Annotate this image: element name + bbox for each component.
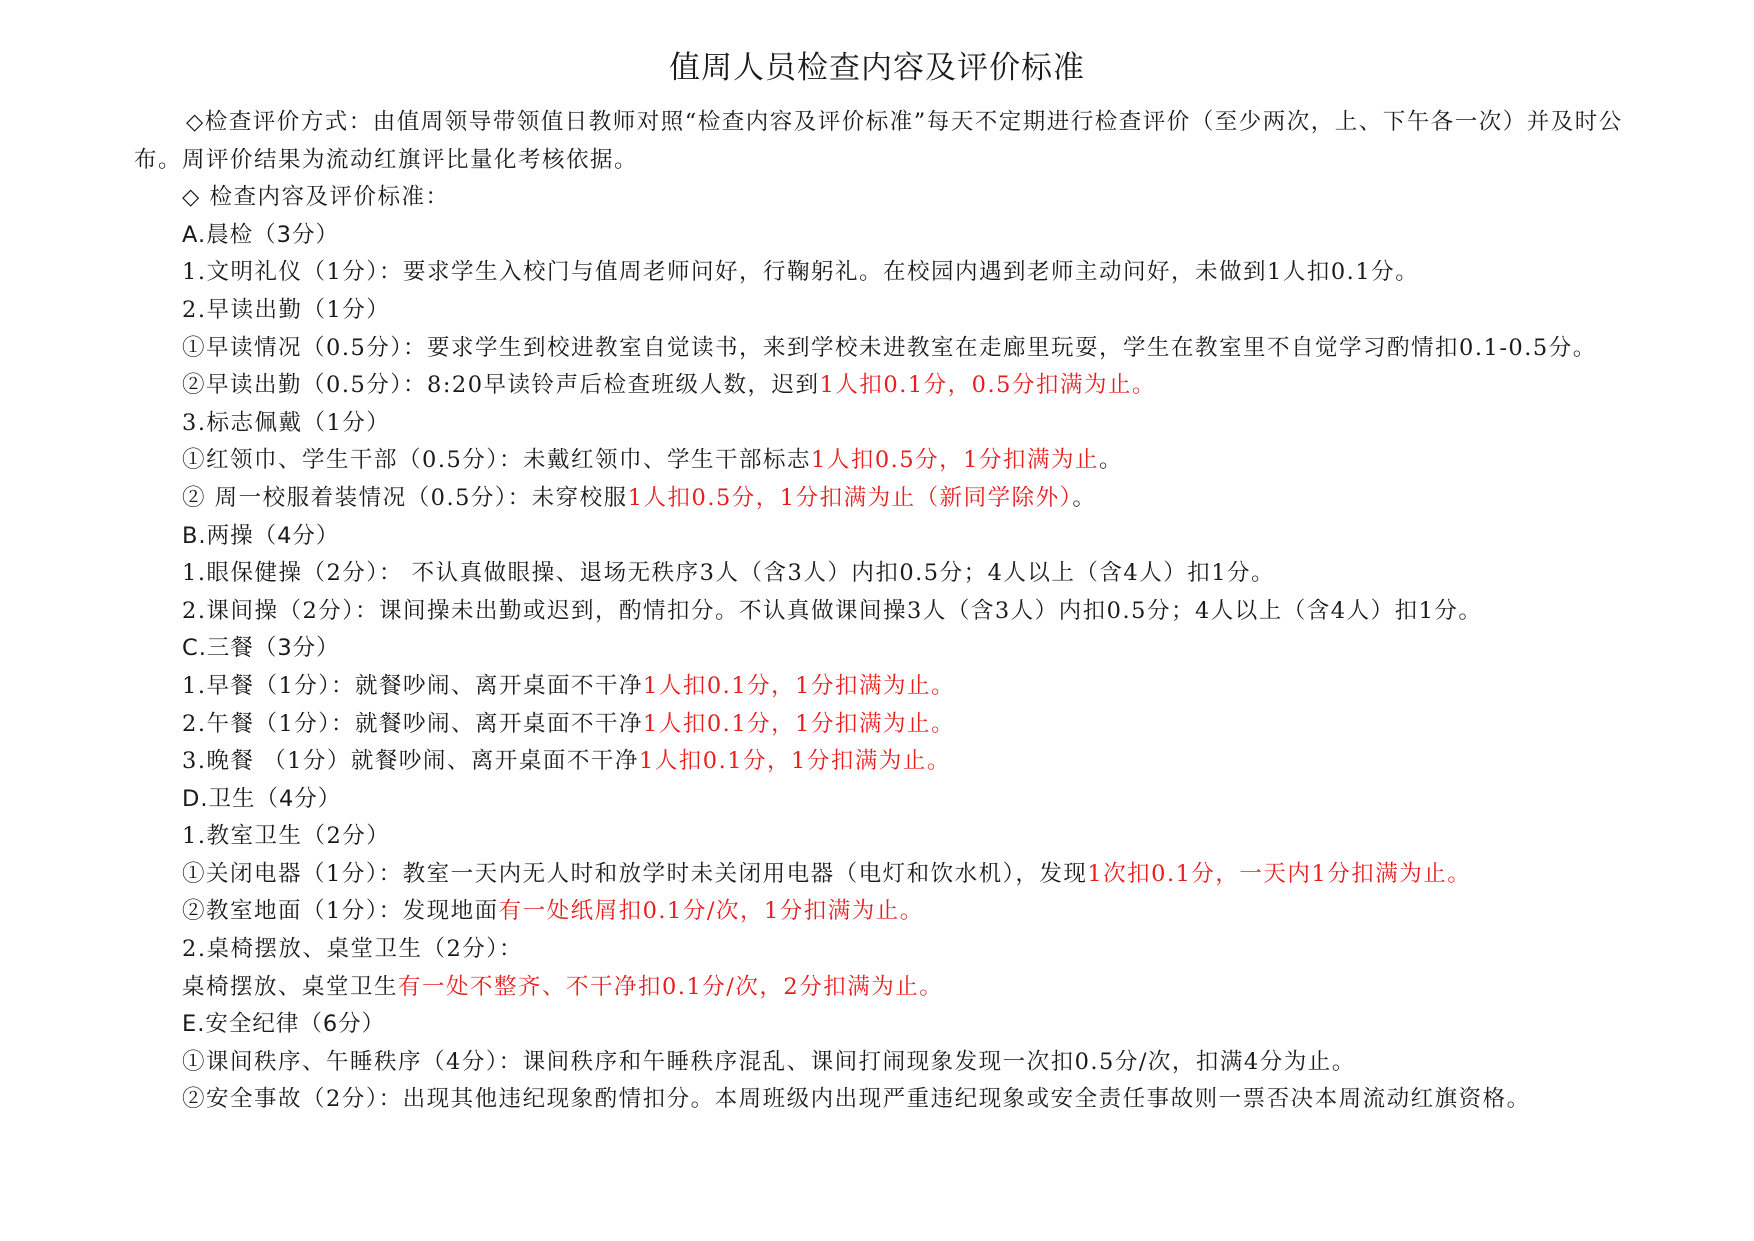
section-b-heading: B.两操（4分） — [182, 522, 340, 549]
line-text: 2.午餐（1分）：就餐吵闹、离开桌面不干净 — [182, 710, 644, 737]
deduction-rule-red: 1人扣0.5分，1分扣满为止 — [811, 447, 1099, 474]
section-e-heading: E.安全纪律（6分） — [182, 1011, 386, 1038]
line-text: ②教室地面（1分）：发现地面 — [182, 898, 499, 925]
section-e-item-2: ②安全事故（2分）：出现其他违纪现象酌情扣分。本周班级内出现严重违纪现象或安全责任事故则一票否决本周流动红旗资格。 — [182, 1086, 1531, 1113]
section-d-item-2-detail — [0, 969, 1754, 1007]
line-text: 3.晚餐 （1分）就餐吵闹、离开桌面不干净 — [182, 748, 639, 775]
section-a-item-1: 1.文明礼仪（1分）：要求学生入校门与值周老师问好，行鞠躬礼。在校园内遇到老师主动问好，未做到1人扣0.1分。 — [182, 259, 1420, 286]
line-text: ①关闭电器（1分）：教室一天内无人时和放学时未关闭用电器（电灯和饮水机），发现 — [182, 860, 1088, 887]
section-c-item-3 — [0, 743, 1754, 781]
deduction-rule-red: 1人扣0.1分，1分扣满为止。 — [643, 672, 955, 699]
section-a-heading: A.晨检（3分） — [182, 221, 339, 248]
line-tail: 。 — [1072, 484, 1097, 511]
evaluation-method-paragraph: ◇检查评价方式：由值周领导带领值日教师对照“检查内容及评价标准”每天不定期进行检查评价（至少两次，上、下午各一次）并及时公布。周评价结果为流动红旗评比量化考核依据。 — [134, 109, 1623, 173]
line-text: ①红领巾、学生干部（0.5分）：未戴红领巾、学生干部标志 — [182, 447, 812, 474]
document-title: 值周人员检查内容及评价标准 — [669, 50, 1085, 86]
line-text: ②早读出勤（0.5分）：8:20早读铃声后检查班级人数，迟到 — [182, 372, 820, 399]
deduction-rule-red: 1人扣0.5分，1分扣满为止（新同学除外） — [627, 484, 1073, 511]
deduction-rule-red: 1次扣0.1分，一天内1分扣满为止。 — [1087, 860, 1472, 887]
line-text: 1.早餐（1分）：就餐吵闹、离开桌面不干净 — [182, 672, 644, 699]
section-a-item-2-1: ①早读情况（0.5分）：要求学生到校进教室自觉读书，来到学校未进教室在走廊里玩耍，学生在教室里不自觉学习酌情扣0.1-0.5分。 — [182, 334, 1597, 361]
deduction-rule-red: 1人扣0.1分，1分扣满为止。 — [638, 748, 951, 775]
section-e-item-1: ①课间秩序、午睡秩序（4分）：课间秩序和午睡秩序混乱、课间打闹现象发现一次扣0.5分/次，扣满4分为止。 — [182, 1048, 1356, 1075]
section-c-heading: C.三餐（3分） — [182, 635, 340, 662]
section-c-item-2 — [0, 706, 1754, 744]
line-text: 桌椅摆放、桌堂卫生 — [182, 973, 399, 1000]
line-text: ② 周一校服着装情况（0.5分）：未穿校服 — [182, 484, 628, 511]
section-d-item-2: 2.桌椅摆放、桌堂卫生（2分）： — [182, 936, 524, 963]
section-d-item-1: 1.教室卫生（2分） — [182, 823, 391, 850]
line-tail: 。 — [1098, 447, 1123, 474]
deduction-rule-red: 有一处不整齐、不干净扣0.1分/次，2分扣满为止。 — [398, 973, 944, 1000]
deduction-rule-red: 1人扣0.1分，0.5分扣满为止。 — [819, 372, 1156, 399]
section-b-item-2: 2.课间操（2分）：课间操未出勤或迟到，酌情扣分。不认真做课间操3人（含3人）内扣0.5分；4人以上（含4人）扣1分。 — [182, 597, 1483, 624]
content-heading: ◇ 检查内容及评价标准： — [182, 184, 450, 211]
deduction-rule-red: 有一处纸屑扣0.1分/次，1分扣满为止。 — [498, 898, 924, 925]
section-a-item-2: 2.早读出勤（1分） — [182, 296, 391, 323]
section-d-item-1-1 — [0, 856, 1754, 894]
section-d-heading: D.卫生（4分） — [182, 785, 342, 812]
section-a-item-3: 3.标志佩戴（1分） — [182, 409, 391, 436]
section-a-item-2-2 — [0, 367, 1754, 405]
section-b-item-1: 1.眼保健操（2分）： 不认真做眼操、退场无秩序3人（含3人）内扣0.5分；4人以上（含4人）扣1分。 — [182, 560, 1276, 587]
document-body — [0, 104, 1754, 1119]
deduction-rule-red: 1人扣0.1分，1分扣满为止。 — [643, 710, 955, 737]
section-d-item-1-2 — [0, 893, 1754, 931]
section-a-item-3-1 — [0, 442, 1754, 480]
section-a-item-3-2 — [0, 480, 1754, 518]
section-c-item-1 — [0, 668, 1754, 706]
